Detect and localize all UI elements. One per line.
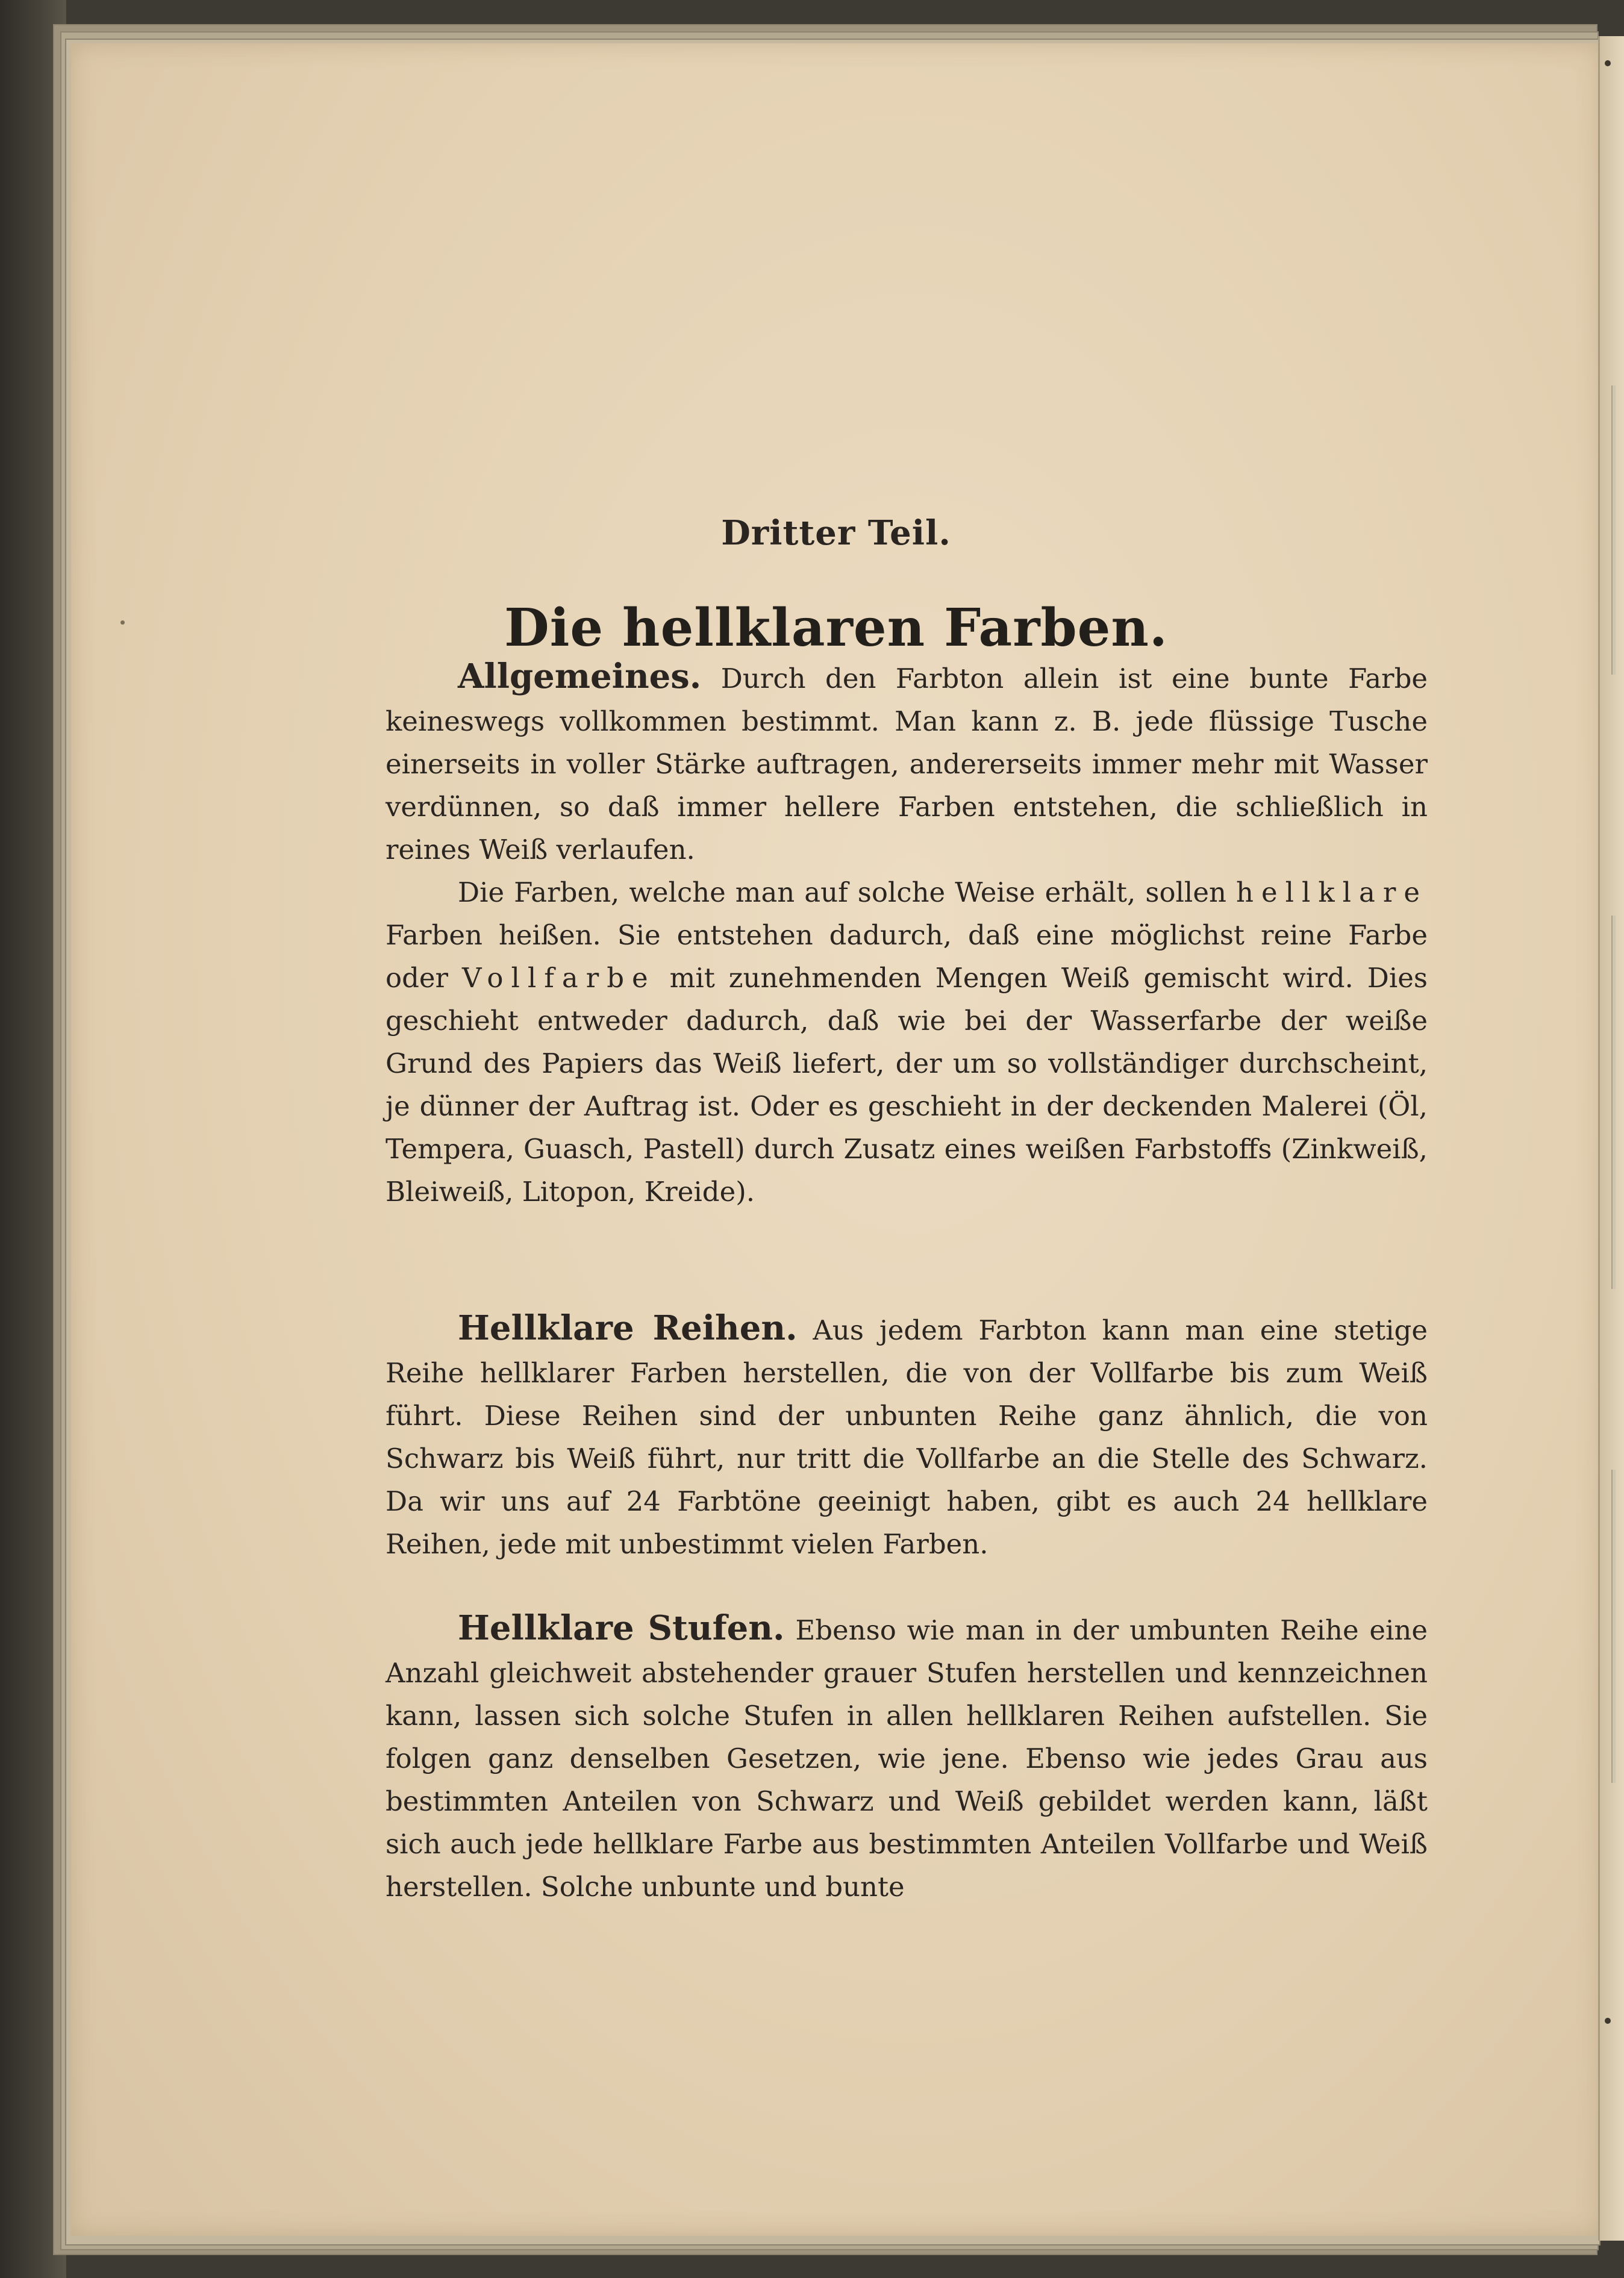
part-title: Dritter Teil. — [721, 513, 951, 553]
section-heading: Hellklare Stufen. — [458, 1608, 785, 1648]
emphasized-term: hellklare — [1235, 876, 1428, 908]
paragraph — [386, 1307, 1428, 1565]
ink-spot — [1605, 60, 1611, 66]
paragraph-text: Durch den Farbton allein ist eine bunte Farbe keineswegs vollkommen bestimmt. Man kann z. B. jede flüssige Tusche einerseits in voller Stärke auftragen, andererseits immer mehr mit Wasser verdünnen, so daß immer hellere Farben entstehen, die schließlich in reines Weiß verlaufen. — [386, 663, 1428, 866]
binding-thread — [1611, 916, 1616, 1289]
paragraph-text: Farben heißen. Sie entstehen dadurch, daß eine möglichst reine Farbe oder — [386, 919, 1428, 994]
facing-page-edge — [1598, 36, 1624, 2241]
chapter-title: Die hellklaren Farben. — [504, 598, 1168, 658]
paragraph-text: mit zunehmenden Mengen Weiß gemischt wird. Dies geschieht entweder dadurch, daß wie bei der Wasserfarbe der weiße Grund des Papiers das Weiß liefert, der um so vollständiger durchscheint, je dünner der Auftrag ist. Oder es geschieht in der deckenden Malerei (Öl, Tempera, Guasch, Pastell) durch Zusatz eines weißen Farbstoffs (Zinkweiß, Bleiweiß, Litopon, Kreide). — [386, 962, 1428, 1208]
section-hellklare-stufen — [386, 1607, 1428, 1908]
emphasized-term: Vollfarbe — [462, 962, 656, 994]
paragraph — [386, 655, 1428, 871]
binding-thread — [1611, 1470, 1616, 1783]
section-heading: Hellklare Reihen. — [458, 1308, 798, 1348]
section-allgemeines — [386, 655, 1428, 1213]
paragraph — [386, 1607, 1428, 1908]
paragraph-text: Aus jedem Farbton kann man eine stetige Reihe hellklarer Farben herstellen, die von der Vollfarbe bis zum Weiß führt. Diese Reihen sind der unbunten Reihe ganz ähnlich, die von Schwarz bis Weiß führt, nur tritt die Vollfarbe an die Stelle des Schwarz. Da wir uns auf 24 Farbtöne geeinigt haben, gibt es auch 24 hellklare Reihen, jede mit unbestimmt vielen Farben. — [386, 1314, 1428, 1560]
section-heading: Allgemeines. — [458, 657, 702, 696]
paragraph-text: Ebenso wie man in der umbunten Reihe eine Anzahl gleichweit abstehender grauer Stufen herstellen und kennzeichnen kann, lassen sich solche Stufen in allen hellklaren Reihen aufstellen. Sie folgen ganz denselben Gesetzen, wie jene. Ebenso wie jedes Grau aus bestimmten Anteilen von Schwarz und Weiß gebildet werden kann, läßt sich auch jede hellklare Farbe aus bestimmten Anteilen Vollfarbe und Weiß herstellen. Solche unbunte und bunte — [386, 1614, 1428, 1903]
paper-speck — [120, 620, 125, 625]
paragraph — [386, 871, 1428, 1213]
binding-thread — [1611, 385, 1616, 675]
section-hellklare-reihen — [386, 1307, 1428, 1565]
ink-spot — [1605, 2018, 1611, 2024]
paragraph-text: Die Farben, welche man auf solche Weise erhält, sollen — [458, 876, 1236, 908]
